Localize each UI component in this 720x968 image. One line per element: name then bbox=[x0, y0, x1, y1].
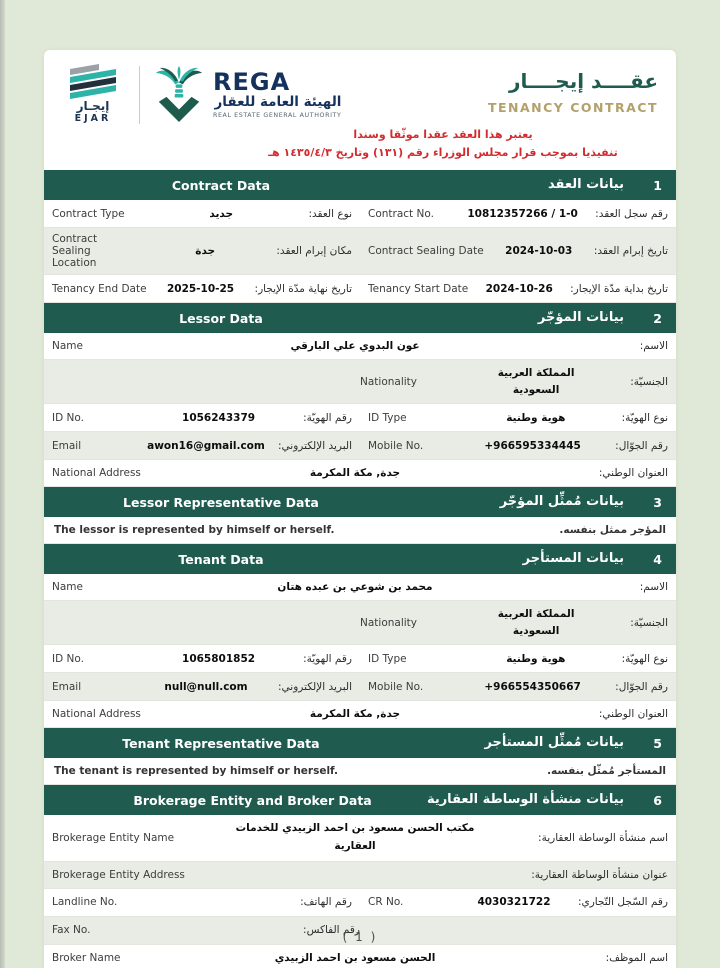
section-header-tenant bbox=[44, 544, 676, 574]
label-ar: الاسم: bbox=[639, 340, 668, 352]
field-brokerage-entity-name bbox=[44, 815, 676, 861]
label-en: National Address bbox=[52, 708, 141, 720]
note-ar: المؤجر ممثل بنفسه. bbox=[559, 524, 666, 536]
value: 2024-10-26 bbox=[485, 282, 553, 295]
value: جدة, مكة المكرمة bbox=[309, 708, 401, 720]
label-ar: رقم السّجل التّجاري: bbox=[577, 896, 668, 909]
section-title-ar: بيانات المؤجّر bbox=[537, 310, 624, 325]
label-ar: تاريخ نهاية مدّة الإيجار: bbox=[254, 282, 352, 295]
field-contract-number bbox=[360, 200, 676, 227]
label-en: Tenancy End Date bbox=[52, 282, 147, 295]
section-header-tenant-rep bbox=[44, 728, 676, 758]
field-broker-name bbox=[44, 945, 676, 968]
note-en: The tenant is represented by himself or herself. bbox=[54, 765, 339, 777]
section-title-en: Lessor Data bbox=[179, 311, 263, 326]
label-ar: عنوان منشأة الوساطة العقارية: bbox=[531, 868, 668, 881]
section-tenant-representative bbox=[44, 728, 676, 785]
field-sealing-date bbox=[360, 228, 676, 274]
label-en: Contract Type bbox=[52, 207, 125, 220]
label-en: Brokerage Entity Name bbox=[52, 831, 175, 844]
value: المملكة العربية السعودية bbox=[497, 608, 575, 637]
section-tenant-data bbox=[44, 544, 676, 728]
label-ar: اسم الموظف: bbox=[605, 951, 668, 964]
field-landline bbox=[44, 889, 360, 916]
section-title-en: Tenant Data bbox=[178, 552, 264, 567]
label-en: Mobile No. bbox=[368, 439, 424, 452]
value: هوية وطنية bbox=[506, 411, 566, 424]
value: 1056243379 bbox=[182, 411, 256, 424]
rega-text bbox=[213, 70, 341, 119]
section-header-lessor bbox=[44, 303, 676, 333]
label-en: Nationality bbox=[360, 616, 418, 629]
palm-tree-icon bbox=[153, 66, 205, 124]
label-en: Email bbox=[52, 439, 82, 452]
section-title-en: Contract Data bbox=[171, 178, 271, 193]
field-lessor-nationality bbox=[352, 360, 676, 403]
label-ar: تاريخ إبرام العقد: bbox=[593, 245, 668, 257]
legal-notice-line1: يعتبر هذا العقد عقدا موثّقا وسندا bbox=[353, 128, 533, 141]
label-ar: تاريخ بداية مدّة الإيجار: bbox=[570, 282, 668, 295]
label-ar: الجنسيّة: bbox=[630, 375, 668, 388]
title-english: TENANCY CONTRACT bbox=[487, 100, 658, 115]
value: مكتب الحسن مسعود بن احمد الزبيدي للخدمات العقارية bbox=[235, 822, 475, 852]
label-ar: رقم سجل العقد: bbox=[595, 207, 668, 220]
row-tenancy-dates bbox=[44, 275, 676, 303]
row-lessor-address bbox=[44, 460, 676, 487]
document-header bbox=[44, 50, 676, 126]
label-ar: الاسم: bbox=[639, 581, 668, 593]
ejar-stripes-icon bbox=[70, 61, 116, 99]
row-brokerage-entity-name bbox=[44, 815, 676, 862]
field-lessor-id-no bbox=[44, 404, 360, 431]
label-en: Brokerage Entity Address bbox=[52, 868, 185, 881]
section-number: 2 bbox=[653, 311, 662, 326]
value: المملكة العربية السعودية bbox=[497, 367, 575, 396]
section-title-en: Tenant Representative Data bbox=[122, 736, 320, 751]
label-ar: نوع الهويّة: bbox=[621, 411, 668, 424]
value: 10812357266 / 1-0 bbox=[467, 207, 578, 220]
field-tenant-mobile bbox=[360, 673, 676, 700]
value: جديد bbox=[209, 207, 234, 220]
section-title-ar: بيانات منشأة الوساطة العقارية bbox=[426, 792, 624, 807]
value: +966554350667 bbox=[484, 680, 581, 693]
value: awon16@gmail.com bbox=[147, 439, 265, 452]
row-tenant-id bbox=[44, 645, 676, 673]
field-contract-type bbox=[44, 200, 360, 227]
value: جدة, مكة المكرمة bbox=[309, 467, 401, 479]
label-en: ID No. bbox=[52, 411, 84, 424]
document-title bbox=[488, 65, 658, 115]
row-lessor-nationality bbox=[44, 360, 676, 404]
label-ar: رقم الجوّال: bbox=[615, 680, 668, 693]
field-cr-no bbox=[360, 889, 676, 916]
field-lessor-id-type bbox=[360, 404, 676, 431]
label-en: Email bbox=[52, 680, 82, 693]
value: 1065801852 bbox=[182, 652, 256, 665]
field-lessor-address bbox=[44, 460, 676, 486]
section-title-ar: بيانات مُمثِّل المؤجّر bbox=[499, 494, 624, 509]
section-number: 5 bbox=[653, 736, 662, 751]
value: 4030321722 bbox=[477, 896, 551, 909]
label-ar: نوع الهويّة: bbox=[621, 652, 668, 665]
label-ar: العنوان الوطني: bbox=[598, 467, 668, 479]
row-tenant-contact bbox=[44, 673, 676, 701]
label-ar: رقم الفاكس: bbox=[303, 924, 360, 937]
label-en: Tenancy Start Date bbox=[368, 282, 469, 295]
label-ar: مكان إبرام العقد: bbox=[276, 245, 352, 257]
rega-english-name: REAL ESTATE GENERAL AUTHORITY bbox=[213, 112, 342, 119]
section-lessor-representative bbox=[44, 487, 676, 544]
title-arabic: عقــــد إيجــــار bbox=[508, 69, 658, 93]
rega-arabic-name: الهيئة العامة للعقار bbox=[214, 94, 342, 110]
field-lessor-mobile bbox=[360, 432, 676, 459]
label-en: Mobile No. bbox=[368, 680, 424, 693]
field-tenant-name bbox=[44, 574, 676, 600]
label-en: Landline No. bbox=[52, 896, 118, 909]
section-title-ar: بيانات المستأجر bbox=[522, 551, 624, 566]
label-ar: رقم الجوّال: bbox=[615, 439, 668, 452]
section-title-ar: بيانات مُمثِّل المستأجر bbox=[484, 735, 624, 750]
legal-notice-line2: تنفيذيا بموجب قرار مجلس الوزراء رقم (١٣١) وتاريخ ١٤٣٥/٤/٣ هـ bbox=[268, 146, 618, 159]
field-lessor-email bbox=[44, 432, 360, 459]
label-en: ID Type bbox=[368, 411, 407, 424]
lessor-rep-note bbox=[44, 517, 676, 544]
label-en: Name bbox=[52, 340, 83, 352]
row-tenant-name bbox=[44, 574, 676, 601]
logo-divider bbox=[139, 66, 140, 124]
logos bbox=[60, 65, 341, 124]
field-tenant-id-no bbox=[44, 645, 360, 672]
label-en: Nationality bbox=[360, 375, 418, 388]
label-en: Contract No. bbox=[368, 207, 434, 220]
label-ar: نوع العقد: bbox=[308, 207, 352, 220]
label-en: CR No. bbox=[368, 896, 404, 909]
note-en: The lessor is represented by himself or herself. bbox=[54, 524, 335, 536]
field-lessor-name bbox=[44, 333, 676, 359]
ejar-wordmark-latin: EJAR bbox=[74, 113, 112, 124]
row-tenant-address bbox=[44, 701, 676, 728]
section-contract-data bbox=[44, 170, 676, 303]
page-number: ( 1 ) bbox=[342, 930, 378, 944]
note-ar: المستأجر مُمثّل بنفسه. bbox=[547, 765, 666, 777]
label-en: National Address bbox=[52, 467, 141, 479]
value: 2025-10-25 bbox=[166, 282, 235, 295]
row-broker-name bbox=[44, 945, 676, 968]
rega-logo bbox=[153, 66, 341, 124]
rega-name: REGA bbox=[213, 68, 291, 96]
label-en: Contract Sealing Date bbox=[368, 245, 484, 257]
ejar-wordmark-arabic: إيجـار bbox=[76, 99, 110, 113]
row-tenant-nationality bbox=[44, 601, 676, 645]
label-en: Contract Sealing Location bbox=[52, 233, 98, 269]
field-start-date bbox=[360, 275, 676, 302]
label-en: Name bbox=[52, 581, 83, 593]
value: 2024-10-03 bbox=[505, 245, 573, 257]
tenant-rep-note bbox=[44, 758, 676, 785]
scan-edge bbox=[0, 0, 5, 968]
legal-notice bbox=[228, 126, 658, 162]
field-tenant-id-type bbox=[360, 645, 676, 672]
value: null@null.com bbox=[164, 680, 248, 693]
row-sealing bbox=[44, 228, 676, 275]
section-header-contract bbox=[44, 170, 676, 200]
value: عون البدوي علي البارقي bbox=[290, 340, 420, 352]
field-tenant-nationality bbox=[352, 601, 676, 644]
section-number: 4 bbox=[653, 552, 662, 567]
tenancy-contract-document bbox=[44, 50, 676, 968]
label-en: ID No. bbox=[52, 652, 84, 665]
label-en: ID Type bbox=[368, 652, 407, 665]
label-en: Broker Name bbox=[52, 951, 121, 964]
label-ar: البريد الإلكتروني: bbox=[278, 439, 352, 452]
label-ar: رقم الهاتف: bbox=[300, 896, 352, 909]
section-title-ar: بيانات العقد bbox=[548, 177, 624, 192]
value: +966595334445 bbox=[484, 439, 581, 452]
section-number: 3 bbox=[653, 495, 662, 510]
value: الحسن مسعود بن احمد الزبيدي bbox=[274, 951, 436, 964]
row-lessor-id bbox=[44, 404, 676, 432]
field-tenant-email bbox=[44, 673, 360, 700]
label-ar: رقم الهويّة: bbox=[303, 652, 352, 665]
ejar-logo bbox=[60, 65, 126, 124]
label-ar: العنوان الوطني: bbox=[598, 708, 668, 720]
section-number: 6 bbox=[653, 793, 662, 808]
section-header-brokerage bbox=[44, 785, 676, 815]
section-header-lessor-rep bbox=[44, 487, 676, 517]
row-lessor-contact bbox=[44, 432, 676, 460]
label-ar: الجنسيّة: bbox=[630, 616, 668, 629]
row-brokerage-entity-address bbox=[44, 862, 676, 889]
value: هوية وطنية bbox=[506, 652, 566, 665]
value: محمد بن شوعي بن عبده هتان bbox=[277, 581, 433, 593]
field-sealing-location bbox=[44, 228, 360, 274]
field-tenant-address bbox=[44, 701, 676, 727]
label-ar: رقم الهويّة: bbox=[303, 411, 352, 424]
section-number: 1 bbox=[653, 178, 662, 193]
field-end-date bbox=[44, 275, 360, 302]
label-en: Fax No. bbox=[52, 924, 91, 937]
section-lessor-data bbox=[44, 303, 676, 487]
section-title-en: Lessor Representative Data bbox=[123, 495, 319, 510]
label-ar: البريد الإلكتروني: bbox=[278, 680, 352, 693]
value: جدة bbox=[195, 245, 216, 257]
field-brokerage-entity-address bbox=[44, 862, 676, 888]
row-brokerage-cr bbox=[44, 889, 676, 917]
section-title-en: Brokerage Entity and Broker Data bbox=[133, 793, 372, 808]
row-lessor-name bbox=[44, 333, 676, 360]
row-contract-number-type bbox=[44, 200, 676, 228]
label-ar: اسم منشأة الوساطة العقارية: bbox=[538, 831, 668, 844]
